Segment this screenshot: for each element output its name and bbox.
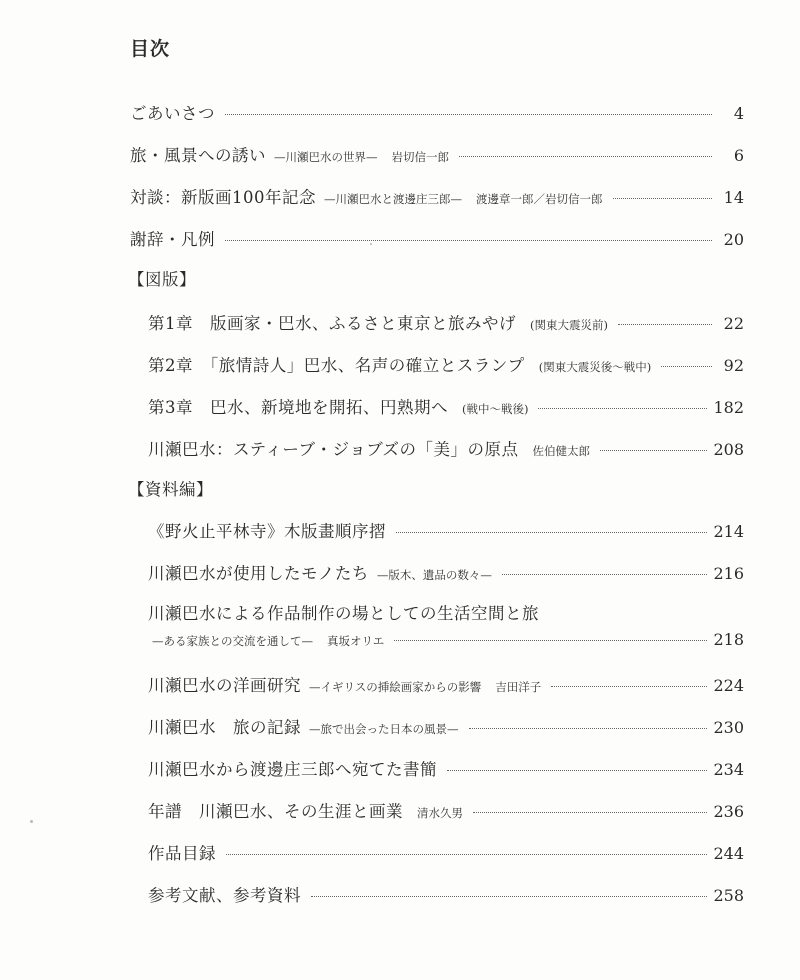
entry-author: 佐伯健太郎: [532, 444, 591, 458]
entry-subtitle: —旅で出会った日本の風景—: [309, 722, 459, 736]
entry-title: 第1章 版画家・巴水、ふるさと東京と旅みやげ: [148, 314, 516, 333]
entry-title: 川瀬巴水の洋画研究: [148, 676, 301, 695]
dot-leader: [459, 156, 712, 157]
page-number: 230: [713, 718, 744, 737]
entry-author: 清水久男: [417, 806, 463, 820]
toc-entry[interactable]: [148, 352, 744, 376]
entry-title: 参考文献、参考資料: [148, 886, 301, 905]
dot-leader: [538, 408, 707, 409]
entry-title: 川瀬巴水 旅の記録: [148, 718, 301, 737]
entry-author: 渡邊章一郎／岩切信一郎: [476, 192, 603, 206]
dot-leader: [225, 114, 712, 115]
dot-leader: [551, 686, 707, 687]
dot-leader: [613, 198, 713, 199]
dot-leader: [447, 770, 707, 771]
page-number: 6: [733, 146, 744, 165]
entry-title: 年譜 川瀬巴水、その生涯と画業: [148, 802, 403, 821]
entry-subtitle: —川瀬巴水の世界—: [274, 150, 378, 164]
entry-author: 真坂オリエ: [327, 634, 385, 648]
toc-entry[interactable]: [148, 798, 744, 822]
entry-subtitle: —ある家族との交流を通して—: [152, 634, 313, 648]
page-number: 234: [713, 760, 744, 779]
toc-entry[interactable]: [148, 394, 744, 418]
entry-title: 川瀬巴水から渡邊庄三郎へ宛てた書簡: [148, 760, 437, 779]
entry-title: 第2章 「旅情詩人」巴水、名声の確立とスランプ: [148, 356, 525, 375]
section-heading-materials: 【資料編】: [128, 480, 213, 499]
dot-leader: [600, 450, 707, 451]
entry-title: 川瀬巴水：スティーブ・ジョブズの「美」の原点: [148, 440, 519, 459]
entry-note: (関東大震災前): [530, 318, 608, 332]
toc-entry[interactable]: [130, 100, 744, 124]
entry-author: 岩切信一郎: [391, 150, 449, 164]
dot-leader: [469, 728, 708, 729]
dot-leader: [226, 854, 707, 855]
dot-leader: [618, 324, 712, 325]
dot-leader: [311, 896, 707, 897]
dot-leader: [502, 574, 708, 575]
toc-entry[interactable]: [148, 672, 744, 696]
page-number: 236: [713, 802, 744, 821]
entry-title: 対談：新版画100年記念: [130, 188, 316, 207]
scan-speck: [30, 820, 33, 823]
page-number: 244: [713, 844, 744, 863]
toc-entry[interactable]: [148, 756, 744, 780]
entry-title: 第3章 巴水、新境地を開拓、円熟期へ: [148, 398, 448, 417]
entry-subtitle: —川瀬巴水と渡邊庄三郎—: [324, 192, 462, 206]
scan-speck: [370, 243, 372, 245]
section-heading-plates: 【図版】: [128, 270, 196, 289]
page-number: 218: [713, 630, 744, 649]
toc-entry-second-line[interactable]: [152, 630, 744, 649]
entry-title: 川瀬巴水による作品制作の場としての生活空間と旅: [148, 604, 539, 623]
toc-entry[interactable]: [130, 142, 744, 166]
page-number: 22: [723, 314, 744, 333]
page-number: 20: [723, 230, 744, 249]
dot-leader: [225, 240, 712, 241]
page-number: 92: [723, 356, 744, 375]
dot-leader: [473, 812, 707, 813]
entry-subtitle: —版木、遺品の数々—: [376, 568, 492, 582]
toc-entry[interactable]: [148, 310, 744, 334]
page-number: 4: [733, 104, 744, 123]
entry-title: 川瀬巴水が使用したモノたち: [148, 564, 369, 583]
toc-entry[interactable]: [148, 840, 744, 864]
entry-note: (関東大震災後〜戦中): [538, 360, 652, 374]
dot-leader: [661, 366, 712, 367]
page-number: 208: [713, 440, 744, 459]
toc-entry[interactable]: [148, 518, 744, 542]
entry-title: ごあいさつ: [130, 104, 215, 123]
entry-subtitle: —イギリスの挿絵画家からの影響: [309, 680, 482, 694]
dot-leader: [396, 532, 707, 533]
page-number: 182: [713, 398, 744, 417]
entry-author: 吉田洋子: [495, 680, 542, 694]
toc-entry[interactable]: [148, 436, 744, 460]
entry-title: 《野火止平林寺》木版畫順序摺: [148, 522, 386, 541]
toc-entry[interactable]: [148, 882, 744, 906]
page-number: 258: [713, 886, 744, 905]
toc-entry[interactable]: [148, 560, 744, 584]
entry-title: 謝辞・凡例: [130, 230, 215, 249]
entry-note: (戦中〜戦後): [462, 402, 529, 416]
page-number: 214: [713, 522, 744, 541]
page-number: 14: [723, 188, 744, 207]
toc-entry[interactable]: [130, 226, 744, 250]
page-number: 216: [713, 564, 744, 583]
toc-entry[interactable]: [130, 184, 744, 208]
page-number: 224: [713, 676, 744, 695]
dot-leader: [394, 640, 707, 641]
entry-title: 作品目録: [148, 844, 216, 863]
toc-entry[interactable]: [148, 714, 744, 738]
page-title: 目次: [130, 38, 171, 60]
toc-entry-first-line[interactable]: [148, 600, 744, 624]
entry-title: 旅・風景への誘い: [130, 146, 266, 165]
